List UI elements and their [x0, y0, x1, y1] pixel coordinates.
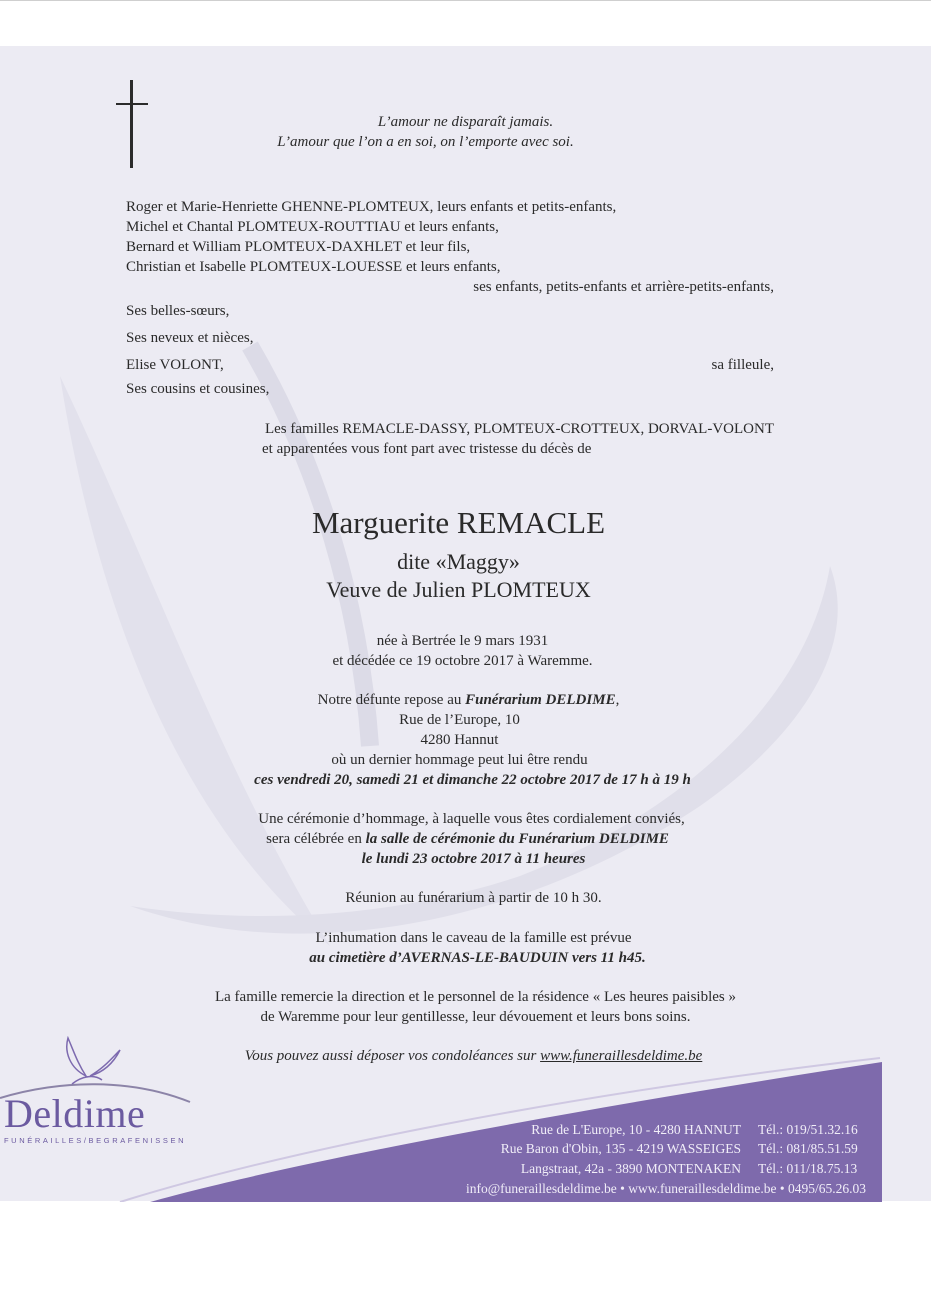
address-montenaken: Langstraat, 42a - 3890 MONTENAKEN	[520, 1161, 741, 1176]
ceremony-line-2	[2, 829, 931, 849]
quote-line-2: L’amour que l’on a en soi, on l’emporte avec soi.	[277, 134, 574, 150]
inhumation-line-1: L’inhumation dans le caveau de la famille est prévue	[315, 930, 632, 946]
deldime-tagline: FUNÉRAILLES/BEGRAFENISSEN	[4, 1136, 187, 1145]
condolences-text: Vous pouvez aussi déposer vos condoléances sur	[244, 1048, 541, 1064]
family-line-3: Bernard et William PLOMTEUX-DAXHLET et leur fils,	[126, 239, 471, 255]
announce-line-2: et apparentées vous font part avec tristesse du décès de	[262, 441, 592, 457]
ceremony-place: la salle de cérémonie du Funérarium DELDIME	[365, 831, 669, 847]
quote-line-1: L’amour ne disparaît jamais.	[377, 114, 554, 130]
thanks-line-2: de Waremme pour leur gentillesse, leur dévouement et leurs bons soins.	[260, 1009, 691, 1025]
dove-icon	[60, 1036, 130, 1088]
death-line: et décédée ce 19 octobre 2017 à Waremme.	[332, 653, 593, 669]
elise-volont: Elise VOLONT,	[126, 357, 224, 373]
hommage-line: où un dernier hommage peut lui être rendu	[331, 752, 588, 768]
phone-hannut: Tél.: 019/51.32.16	[758, 1122, 858, 1137]
scan-margin-top	[0, 0, 931, 47]
cross-icon-bar	[116, 103, 148, 105]
family-line-4: Christian et Isabelle PLOMTEUX-LOUESSE et leurs enfants,	[126, 259, 501, 275]
ceremony-line-1: Une cérémonie d’hommage, à laquelle vous êtes cordialement conviés,	[258, 811, 685, 827]
family-line-2: Michel et Chantal PLOMTEUX-ROUTTIAU et leurs enfants,	[126, 219, 499, 235]
repose-suffix: ,	[615, 692, 620, 708]
announce-line-1: Les familles REMACLE-DASSY, PLOMTEUX-CROTTEUX, DORVAL-VOLONT	[264, 421, 774, 437]
filleule: sa filleule,	[711, 357, 774, 373]
belles-soeurs: Ses belles-sœurs,	[126, 303, 230, 319]
repose-city: 4280 Hannut	[420, 732, 499, 748]
visiting-dates: ces vendredi 20, samedi 21 et dimanche 22 octobre 2017 de 17 h à 19 h	[254, 772, 691, 788]
phone-wasseiges: Tél.: 081/85.51.59	[758, 1141, 858, 1156]
repose-line	[3, 690, 931, 710]
neveux-nieces: Ses neveux et nièces,	[126, 330, 254, 346]
inhumation-line-2: au cimetière d’AVERNAS-LE-BAUDUIN vers 11 h45.	[309, 950, 646, 966]
family-line-1: Roger et Marie-Henriette GHENNE-PLOMTEUX, leurs enfants et petits-enfants,	[126, 199, 617, 215]
address-wasseiges: Rue Baron d'Obin, 135 - 4219 WASSEIGES	[500, 1141, 741, 1156]
contact-line: info@funeraillesdeldime.be • www.funeraillesdeldime.be • 0495/65.26.03	[465, 1181, 866, 1196]
repose-street: Rue de l’Europe, 10	[399, 712, 520, 728]
birth-line: née à Bertrée le 9 mars 1931	[376, 633, 549, 649]
condolences-link[interactable]: www.funeraillesdeldime.be	[540, 1048, 703, 1064]
cousins: Ses cousins et cousines,	[126, 381, 270, 397]
deceased-nickname: dite «Maggy»	[397, 549, 520, 574]
deceased-name: Marguerite REMACLE	[311, 505, 606, 540]
repose-place: Funérarium DELDIME	[465, 692, 616, 708]
repose-prefix: Notre défunte repose au	[317, 692, 466, 708]
deldime-logo: Deldime	[4, 1091, 146, 1136]
widow-of: Veuve de Julien PLOMTEUX	[326, 577, 591, 602]
thanks-line-1: La famille remercie la direction et le personnel de la résidence « Les heures paisibles »	[214, 989, 737, 1005]
address-hannut: Rue de L'Europe, 10 - 4280 HANNUT	[531, 1122, 741, 1137]
phone-montenaken: Tél.: 011/18.75.13	[758, 1161, 858, 1176]
ceremony-prefix: sera célébrée en	[266, 831, 366, 847]
family-right-line: ses enfants, petits-enfants et arrière-petits-enfants,	[473, 279, 774, 295]
reunion-line: Réunion au funérarium à partir de 10 h 30.	[345, 890, 602, 906]
ceremony-date: le lundi 23 octobre 2017 à 11 heures	[361, 851, 586, 867]
